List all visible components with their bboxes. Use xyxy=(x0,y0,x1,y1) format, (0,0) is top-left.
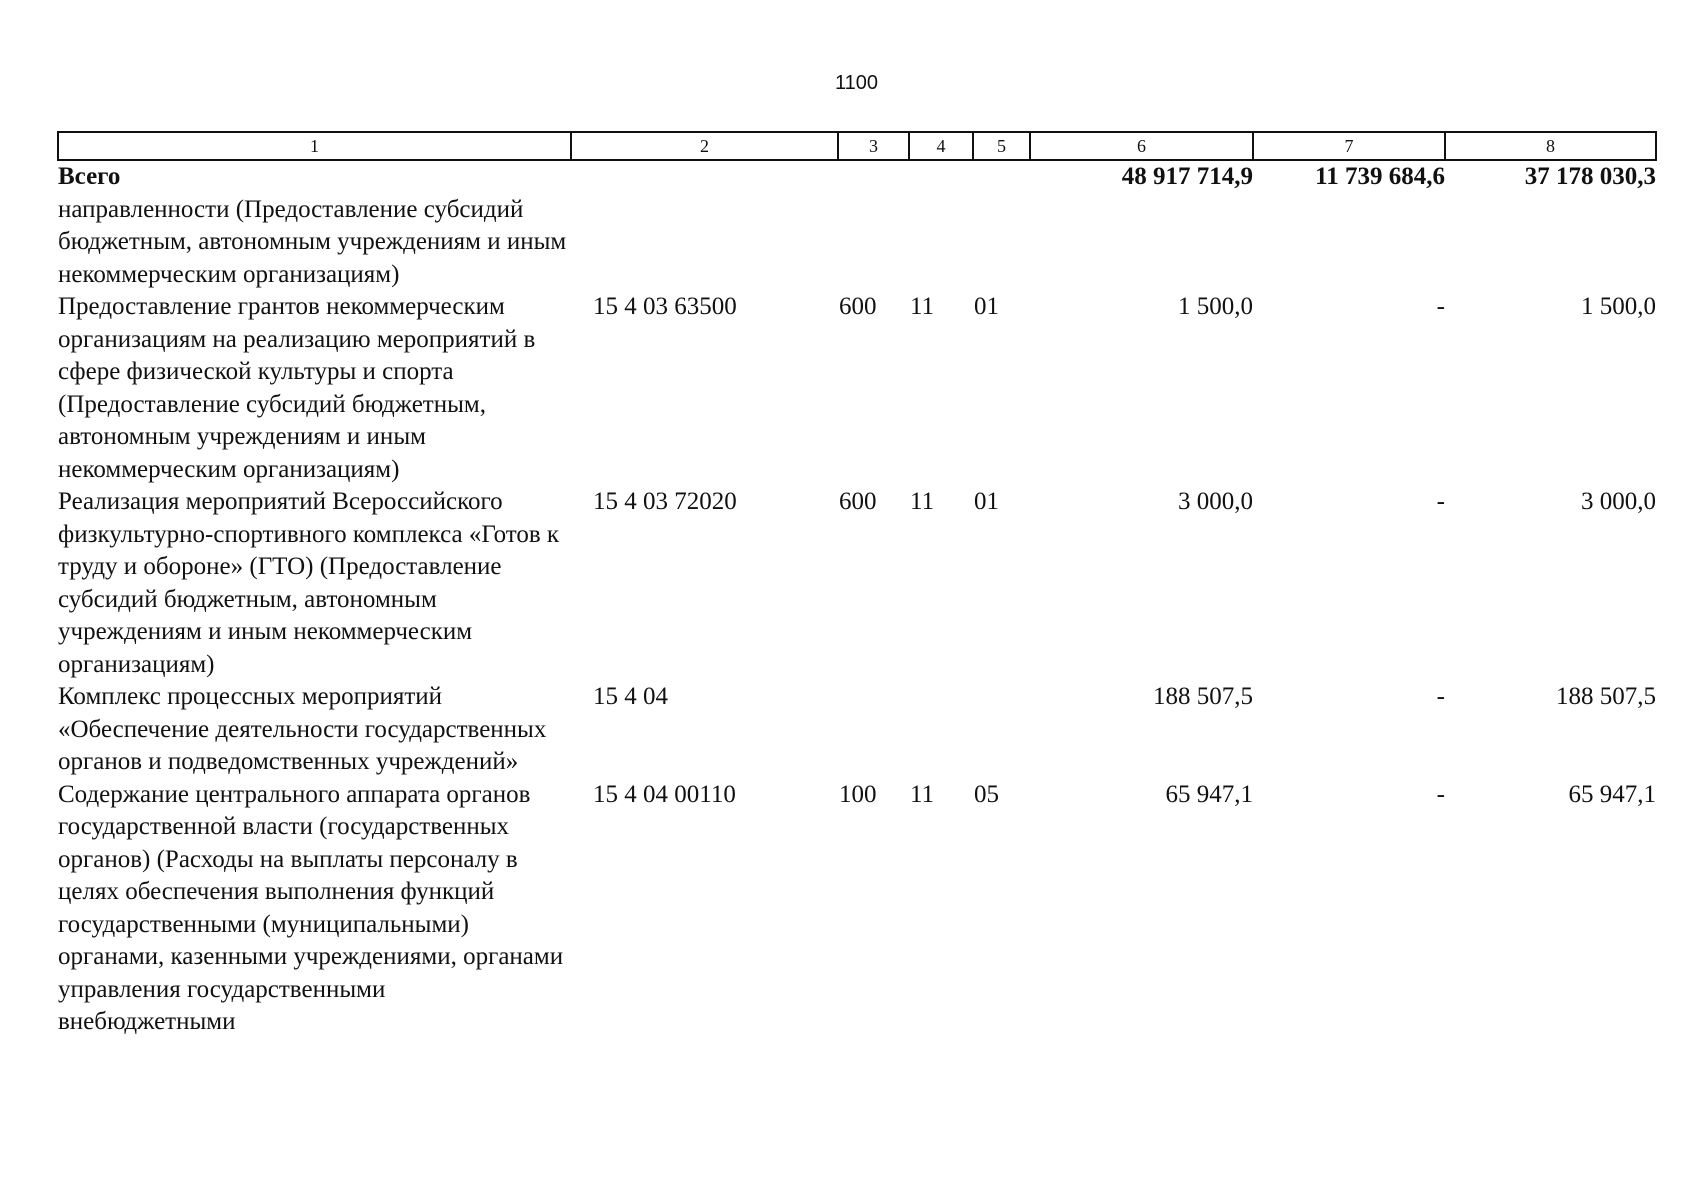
total-code xyxy=(571,160,838,194)
header-col-6: 6 xyxy=(1030,132,1253,160)
row-col7: - xyxy=(1436,683,1445,710)
row-pr: 05 xyxy=(974,780,999,808)
header-col-1: 1 xyxy=(58,132,571,160)
row-vr xyxy=(838,681,909,779)
table-row xyxy=(58,486,1656,681)
header-col-4: 4 xyxy=(909,132,973,160)
row-col8: 188 507,5 xyxy=(1556,683,1656,710)
budget-table xyxy=(57,131,1657,1039)
total-col7: 11 739 684,6 xyxy=(1315,163,1445,190)
row-rz xyxy=(909,681,973,779)
row-col6: 1 500,0 xyxy=(1178,293,1253,320)
total-col8: 37 178 030,3 xyxy=(1524,163,1656,190)
row-name: Содержание центрального аппарата органов государственной власти (государственных органов) (Расходы на выплаты персоналу в целях обеспечения выполнения функций государственными (муниципальными) органами, казенными учреждениями, органами управления государственными внебюджетными xyxy=(58,780,564,1035)
row-col8: 1 500,0 xyxy=(1581,293,1656,320)
table-row xyxy=(58,291,1656,486)
row-col7: - xyxy=(1436,780,1445,808)
row-col7: - xyxy=(1436,293,1445,320)
row-col6: 65 947,1 xyxy=(1165,780,1253,808)
row-name: Реализация мероприятий Всероссийского физкультурно-спортивного комплекса «Готов к труду и обороне» (ГТО) (Предоставление субсидий бюджетным, автономным учреждениям и иным некоммерческим организациям) xyxy=(58,488,560,678)
row-vr: 600 xyxy=(839,488,877,515)
header-row xyxy=(58,132,1656,160)
row-col8: 3 000,0 xyxy=(1581,488,1656,515)
total-vr xyxy=(838,160,909,194)
table-body xyxy=(58,160,1656,1039)
row-code: 15 4 03 63500 xyxy=(593,293,737,320)
row-pr: 01 xyxy=(974,488,999,515)
row-col8: 65 947,1 xyxy=(1568,780,1656,808)
header-col-7: 7 xyxy=(1253,132,1445,160)
header-col-8: 8 xyxy=(1445,132,1656,160)
continuation-label: направленности (Предоставление субсидий бюджетным, автономным учреждениям и иным некоммерческим организациям) xyxy=(58,195,567,288)
row-col6: 3 000,0 xyxy=(1178,488,1253,515)
page-number: 1100 xyxy=(834,72,878,94)
row-code: 15 4 04 00110 xyxy=(593,780,736,808)
row-name: Комплекс процессных мероприятий «Обеспечение деятельности государственных органов и подведомственных учреждений» xyxy=(58,683,547,775)
row-rz: 11 xyxy=(910,780,935,808)
row-pr: 01 xyxy=(974,293,999,320)
table-row xyxy=(58,681,1656,779)
row-vr: 100 xyxy=(839,780,877,808)
total-row xyxy=(58,160,1656,194)
row-col7: - xyxy=(1436,488,1445,515)
total-pr xyxy=(973,160,1030,194)
continuation-row xyxy=(58,194,1656,292)
row-name: Предоставление грантов некоммерческим организациям на реализацию мероприятий в сфере физической культуры и спорта (Предоставление субсидий бюджетным, автономным учреждениям и иным некоммерческим организациям) xyxy=(58,293,536,483)
header-col-5: 5 xyxy=(973,132,1030,160)
row-pr xyxy=(973,681,1030,779)
row-code: 15 4 03 72020 xyxy=(593,488,737,515)
row-col6: 188 507,5 xyxy=(1153,683,1253,710)
table-row xyxy=(58,779,1656,1039)
table-header xyxy=(58,132,1656,160)
header-col-2: 2 xyxy=(571,132,838,160)
row-vr: 600 xyxy=(839,293,877,320)
header-col-3: 3 xyxy=(838,132,909,160)
row-rz: 11 xyxy=(910,293,935,320)
total-rz xyxy=(909,160,973,194)
total-label: Всего xyxy=(58,163,121,190)
row-rz: 11 xyxy=(910,488,935,515)
row-code: 15 4 04 xyxy=(593,683,668,710)
total-col6: 48 917 714,9 xyxy=(1121,163,1253,190)
